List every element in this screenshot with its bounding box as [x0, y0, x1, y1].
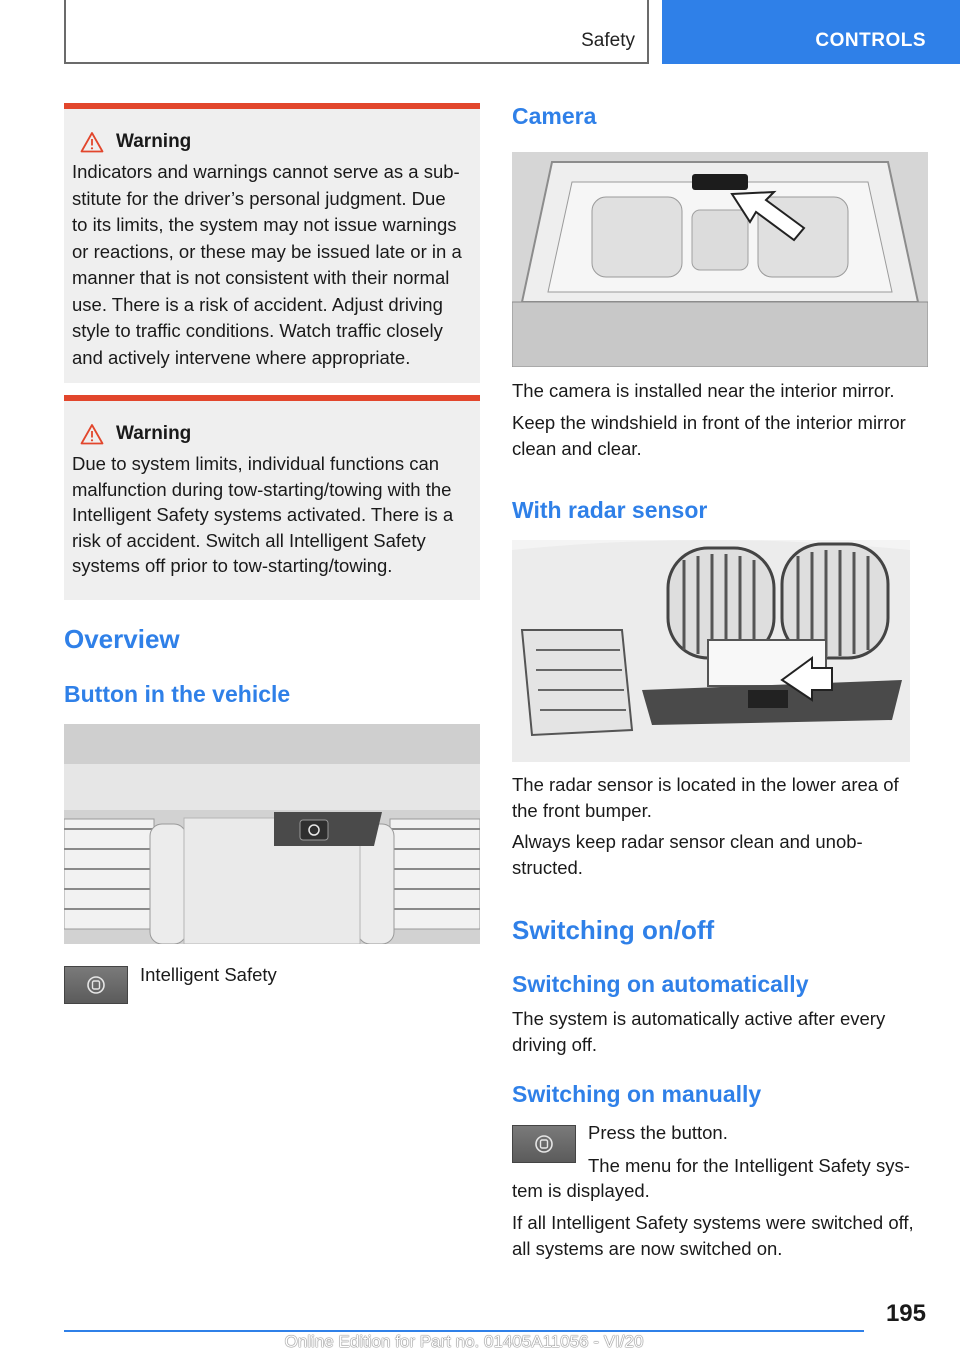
switching-manual-heading: Switching on manually: [512, 1081, 762, 1107]
camera-text-line: clean and clear.: [512, 438, 642, 459]
warning-line: style to traffic conditions. Watch traffic closely: [72, 320, 443, 341]
overview-heading: Overview: [64, 624, 180, 654]
intelligent-safety-label: Intelligent Safety: [140, 964, 277, 985]
warning-line: and actively intervene where appropriate.: [72, 346, 411, 368]
warning-line: Indicators and warnings cannot serve as a sub‐: [72, 161, 460, 182]
switching-heading: Switching on/off: [512, 915, 715, 945]
interior-illustration: [512, 152, 928, 367]
bumper-illustration: [512, 540, 910, 762]
switching-manual-press: Press the button.: [588, 1122, 728, 1143]
footer-edition: Online Edition for Part no. 01405A11056 - VI/20: [284, 1332, 644, 1351]
header-chapter-title: CONTROLS: [815, 30, 926, 51]
switching-manual-text: [512, 1210, 914, 1262]
camera-text-1: The camera is installed near the interior mirror.: [512, 380, 895, 401]
switching-auto-line: driving off.: [512, 1034, 598, 1055]
button-in-vehicle-heading: Button in the vehicle: [64, 681, 291, 707]
switching-manual-menu: The menu for the Intelligent Safety sys‐: [588, 1155, 910, 1176]
warning-line: systems off prior to tow-starting/towing.: [72, 555, 393, 576]
switching-manual-menu-cont: tem is displayed.: [512, 1180, 650, 1201]
warning-title: Warning: [116, 423, 192, 444]
header-chapter-box: [662, 0, 960, 64]
radar-bumper-photo: [512, 540, 910, 762]
dashboard-illustration: [64, 724, 480, 944]
page-number: 195: [885, 1300, 926, 1327]
radar-text-line: structed.: [512, 857, 583, 878]
radar-heading: With radar sensor: [512, 497, 708, 523]
warning-triangle-icon: [80, 423, 104, 445]
switching-manual-line: all systems are now switched on.: [512, 1238, 783, 1259]
warning-box-1: [64, 103, 480, 383]
radar-text-2: [512, 829, 863, 881]
car-shield-icon: [65, 967, 127, 1003]
warning-line: Due to system limits, individual functions can: [72, 453, 440, 474]
warning-text: [72, 159, 472, 371]
switching-auto-text: [512, 1006, 885, 1058]
switching-auto-line: The system is automatically active after every: [512, 1008, 886, 1029]
intelligent-safety-button-icon: [512, 1125, 576, 1163]
warning-line: or reactions, or these may be issued late or in a: [72, 240, 462, 262]
header-section-title: Safety: [581, 30, 635, 51]
warning-line: malfunction during tow-starting/towing with the: [72, 478, 452, 500]
intelligent-safety-button-icon: [64, 966, 128, 1004]
warning-line: Intelligent Safety systems activated. There is a: [72, 504, 454, 525]
header-section-box: [64, 0, 649, 64]
radar-text-line: The radar sensor is located in the lower area of: [512, 774, 899, 795]
warning-title: Warning: [116, 131, 192, 152]
car-shield-icon: [513, 1126, 575, 1162]
warning-triangle-icon: [80, 131, 104, 153]
warning-text: [72, 451, 472, 579]
switching-auto-heading: Switching on automatically: [512, 971, 809, 997]
warning-line: use. There is a risk of accident. Adjust driving: [72, 293, 443, 315]
radar-text-1: [512, 772, 899, 824]
warning-line: to its limits, the system may not issue warnings: [72, 214, 457, 235]
warning-line: stitute for the driver’s personal judgment. Due: [72, 187, 446, 209]
camera-interior-photo: [512, 152, 928, 367]
dashboard-button-photo: [64, 724, 480, 944]
warning-line: manner that is not consistent with their normal: [72, 267, 450, 288]
camera-text-line: Keep the windshield in front of the interior mirror: [512, 412, 906, 433]
camera-heading: Camera: [512, 103, 597, 129]
switching-manual-line: If all Intelligent Safety systems were switched off,: [512, 1212, 914, 1233]
camera-text-2: [512, 410, 906, 462]
warning-line: risk of accident. Switch all Intelligent Safety: [72, 529, 426, 551]
warning-box-2: [64, 395, 480, 600]
radar-text-line: the front bumper.: [512, 800, 652, 821]
radar-text-line: Always keep radar sensor clean and unob‐: [512, 831, 863, 852]
